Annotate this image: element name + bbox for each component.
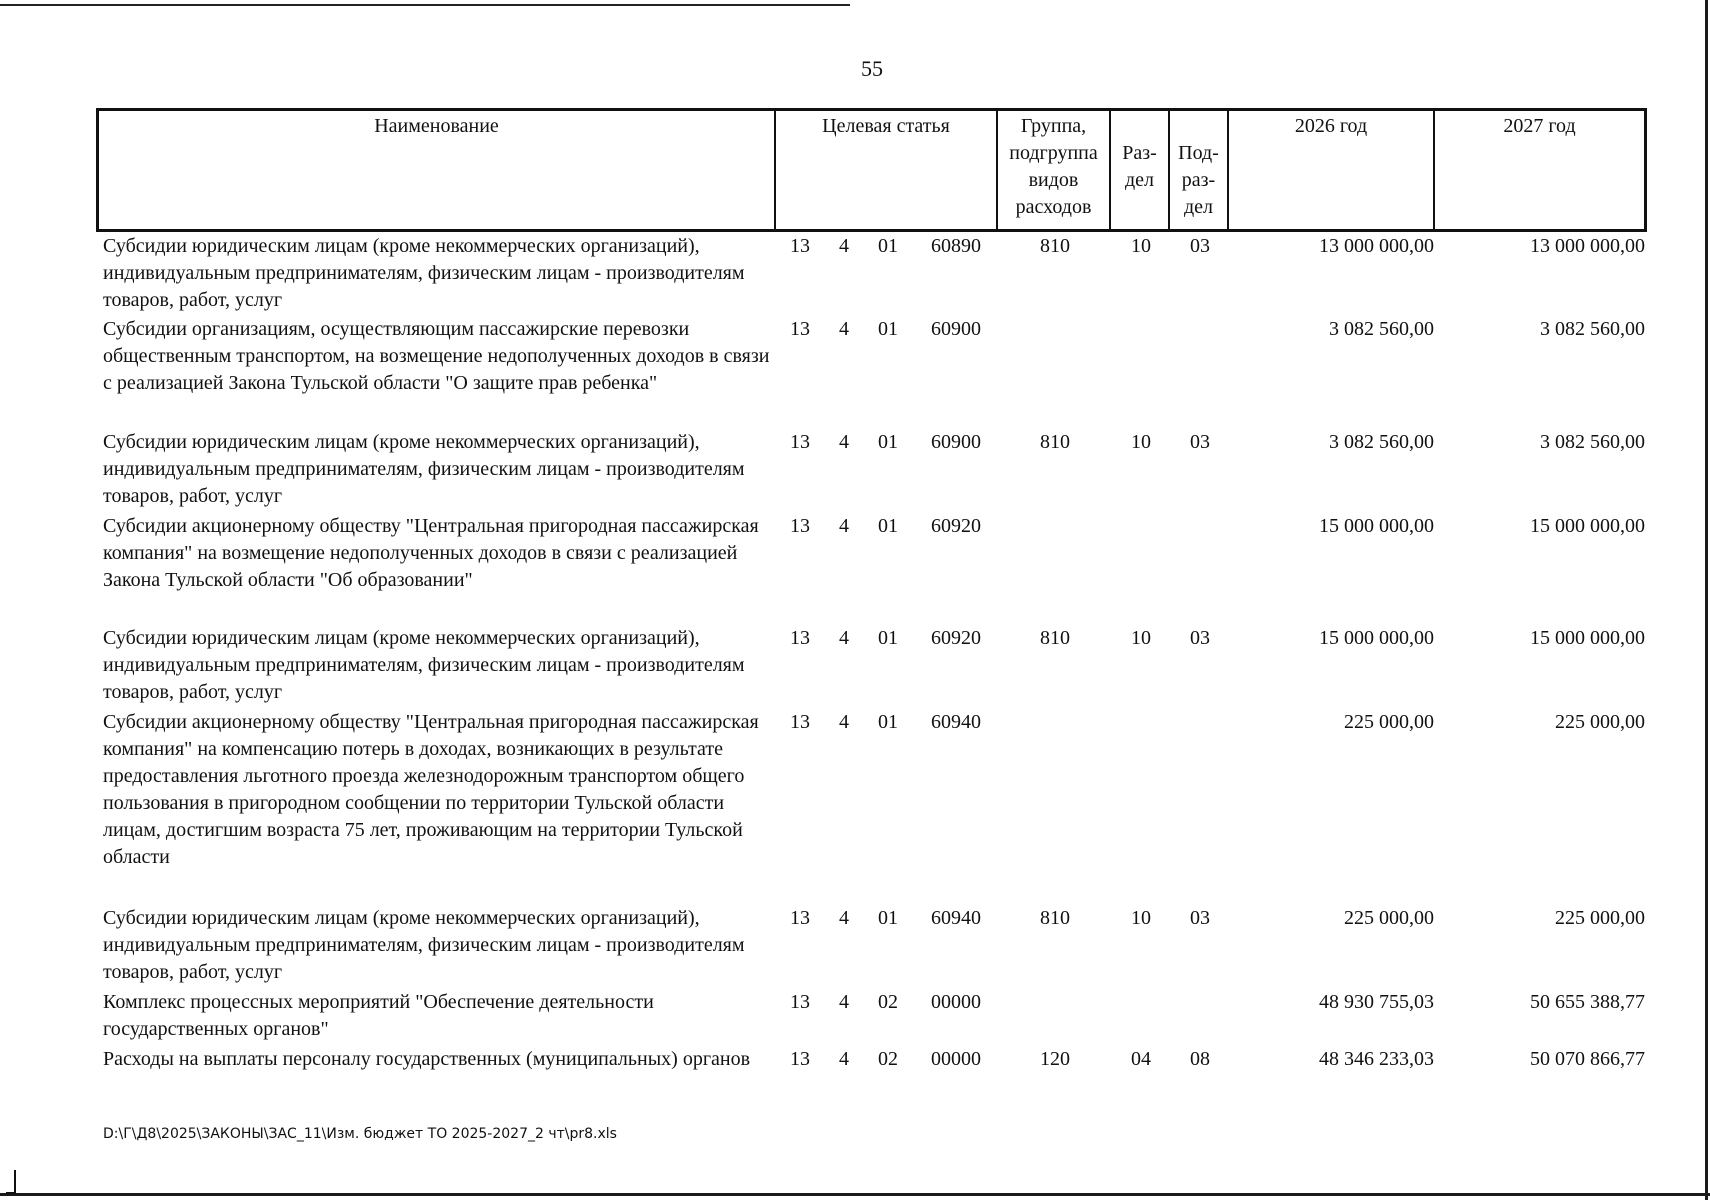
header-podrazdel-label: Под- раз- дел bbox=[1178, 142, 1219, 218]
cell-target-4: 60940 bbox=[931, 907, 981, 929]
cell-target-1: 13 bbox=[790, 431, 810, 453]
cell-podrazdel: 03 bbox=[1190, 431, 1210, 453]
cell-target-1: 13 bbox=[790, 627, 810, 649]
cell-razdel: 10 bbox=[1131, 431, 1151, 453]
cell-target-3: 01 bbox=[878, 235, 898, 257]
header-podrazdel bbox=[1170, 111, 1229, 229]
cell-y2026: 225 000,00 bbox=[1344, 907, 1434, 929]
cell-y2027: 50 655 388,77 bbox=[1530, 991, 1645, 1013]
scan-artifact-top-line bbox=[0, 4, 850, 6]
cell-group: 120 bbox=[1040, 1048, 1070, 1070]
cell-y2026: 225 000,00 bbox=[1344, 711, 1434, 733]
cell-target-2: 4 bbox=[839, 711, 849, 733]
cell-target-3: 01 bbox=[878, 431, 898, 453]
cell-target-4: 60920 bbox=[931, 627, 981, 649]
cell-razdel: 10 bbox=[1131, 235, 1151, 257]
cell-target-1: 13 bbox=[790, 711, 810, 733]
cell-target-2: 4 bbox=[839, 515, 849, 537]
cell-y2027: 225 000,00 bbox=[1555, 711, 1645, 733]
cell-razdel: 10 bbox=[1131, 627, 1151, 649]
cell-target-4: 60940 bbox=[931, 711, 981, 733]
cell-target-2: 4 bbox=[839, 318, 849, 340]
cell-name: Субсидии акционерному обществу "Центральная пригородная пассажирская компания" на компенсацию потерь в доходах, возникающих в результате предоставления льготного проезда железнодорожным транспортом общего пользования в пригородном сообщении по территории Тульской области лицам, достигшим возраста 75 лет, проживающим на территории Тульской области bbox=[103, 711, 759, 868]
cell-target-4: 00000 bbox=[931, 991, 981, 1013]
cell-target-1: 13 bbox=[790, 991, 810, 1013]
cell-target-4: 60900 bbox=[931, 318, 981, 340]
cell-target-2: 4 bbox=[839, 431, 849, 453]
cell-razdel: 04 bbox=[1131, 1048, 1151, 1070]
cell-target-3: 01 bbox=[878, 318, 898, 340]
cell-target-3: 01 bbox=[878, 627, 898, 649]
cell-name: Комплекс процессных мероприятий "Обеспечение деятельности государственных органов" bbox=[103, 991, 654, 1040]
cell-y2026: 3 082 560,00 bbox=[1329, 431, 1434, 453]
cell-target-2: 4 bbox=[839, 235, 849, 257]
header-name-label: Наименование bbox=[374, 115, 499, 137]
cell-y2026: 15 000 000,00 bbox=[1319, 515, 1434, 537]
cell-y2027: 13 000 000,00 bbox=[1530, 235, 1645, 257]
cell-y2026: 48 346 233,03 bbox=[1319, 1048, 1434, 1070]
header-name bbox=[99, 111, 776, 229]
cell-podrazdel: 03 bbox=[1190, 235, 1210, 257]
cell-razdel: 10 bbox=[1131, 907, 1151, 929]
cell-y2027: 15 000 000,00 bbox=[1530, 515, 1645, 537]
cell-target-1: 13 bbox=[790, 318, 810, 340]
scan-artifact-right-edge bbox=[1705, 0, 1708, 1200]
cell-y2027: 225 000,00 bbox=[1555, 907, 1645, 929]
page-number: 55 bbox=[861, 56, 883, 81]
cell-y2026: 13 000 000,00 bbox=[1319, 235, 1434, 257]
cell-name: Субсидии юридическим лицам (кроме некоммерческих организаций), индивидуальным предпринимателям, физическим лицам - производителям товаров, работ, услуг bbox=[103, 907, 745, 983]
header-y2027 bbox=[1435, 111, 1644, 229]
cell-group: 810 bbox=[1040, 431, 1070, 453]
cell-name: Субсидии юридическим лицам (кроме некоммерческих организаций), индивидуальным предпринимателям, физическим лицам - производителям товаров, работ, услуг bbox=[103, 627, 745, 703]
header-razdel-label: Раз- дел bbox=[1122, 142, 1157, 191]
cell-target-4: 60890 bbox=[931, 235, 981, 257]
cell-podrazdel: 03 bbox=[1190, 907, 1210, 929]
cell-target-1: 13 bbox=[790, 907, 810, 929]
cell-group: 810 bbox=[1040, 627, 1070, 649]
cell-target-3: 01 bbox=[878, 907, 898, 929]
cell-target-3: 01 bbox=[878, 711, 898, 733]
cell-target-3: 02 bbox=[878, 991, 898, 1013]
cell-y2026: 15 000 000,00 bbox=[1319, 627, 1434, 649]
cell-target-1: 13 bbox=[790, 1048, 810, 1070]
cell-target-1: 13 bbox=[790, 515, 810, 537]
footer-file-path: D:\Г\Д8\2025\ЗАКОНЫ\ЗАС_11\Изм. бюджет ТО 2025-2027_2 чт\pr8.xls bbox=[103, 1126, 617, 1142]
cell-name: Субсидии организациям, осуществляющим пассажирские перевозки общественным транспортом, на возмещение недополученных доходов в связи с реализацией Закона Тульской области "О защите прав ребенка" bbox=[103, 318, 770, 394]
cell-y2027: 3 082 560,00 bbox=[1540, 318, 1645, 340]
corner-crop-mark bbox=[6, 1170, 16, 1194]
cell-target-4: 60900 bbox=[931, 431, 981, 453]
header-group bbox=[998, 111, 1111, 229]
cell-target-2: 4 bbox=[839, 907, 849, 929]
cell-group: 810 bbox=[1040, 907, 1070, 929]
cell-name: Субсидии юридическим лицам (кроме некоммерческих организаций), индивидуальным предпринимателям, физическим лицам - производителям товаров, работ, услуг bbox=[103, 235, 745, 311]
cell-podrazdel: 03 bbox=[1190, 627, 1210, 649]
cell-name: Субсидии акционерному обществу "Центральная пригородная пассажирская компания" на возмещение недополученных доходов в связи с реализацией Закона Тульской области "Об образовании" bbox=[103, 515, 759, 591]
cell-target-4: 00000 bbox=[931, 1048, 981, 1070]
cell-y2027: 15 000 000,00 bbox=[1530, 627, 1645, 649]
cell-group: 810 bbox=[1040, 235, 1070, 257]
cell-name: Расходы на выплаты персоналу государственных (муниципальных) органов bbox=[103, 1048, 751, 1070]
header-target-label: Целевая статья bbox=[822, 115, 950, 137]
cell-target-1: 13 bbox=[790, 235, 810, 257]
cell-y2027: 3 082 560,00 bbox=[1540, 431, 1645, 453]
cell-y2026: 48 930 755,03 bbox=[1319, 991, 1434, 1013]
cell-target-3: 02 bbox=[878, 1048, 898, 1070]
cell-target-3: 01 bbox=[878, 515, 898, 537]
scan-artifact-bottom-edge bbox=[0, 1193, 1710, 1196]
header-y2026 bbox=[1229, 111, 1435, 229]
cell-target-2: 4 bbox=[839, 991, 849, 1013]
cell-podrazdel: 08 bbox=[1190, 1048, 1210, 1070]
header-y2026-label: 2026 год bbox=[1294, 115, 1368, 137]
cell-y2027: 50 070 866,77 bbox=[1530, 1048, 1645, 1070]
cell-y2026: 3 082 560,00 bbox=[1329, 318, 1434, 340]
table-header bbox=[96, 108, 1647, 232]
cell-target-4: 60920 bbox=[931, 515, 981, 537]
cell-target-2: 4 bbox=[839, 1048, 849, 1070]
header-group-label: Группа, подгруппа видов расходов bbox=[1009, 115, 1098, 218]
cell-name: Субсидии юридическим лицам (кроме некоммерческих организаций), индивидуальным предпринимателям, физическим лицам - производителям товаров, работ, услуг bbox=[103, 431, 745, 507]
header-y2027-label: 2027 год bbox=[1503, 115, 1576, 137]
header-razdel bbox=[1111, 111, 1170, 229]
header-target bbox=[776, 111, 998, 229]
cell-target-2: 4 bbox=[839, 627, 849, 649]
